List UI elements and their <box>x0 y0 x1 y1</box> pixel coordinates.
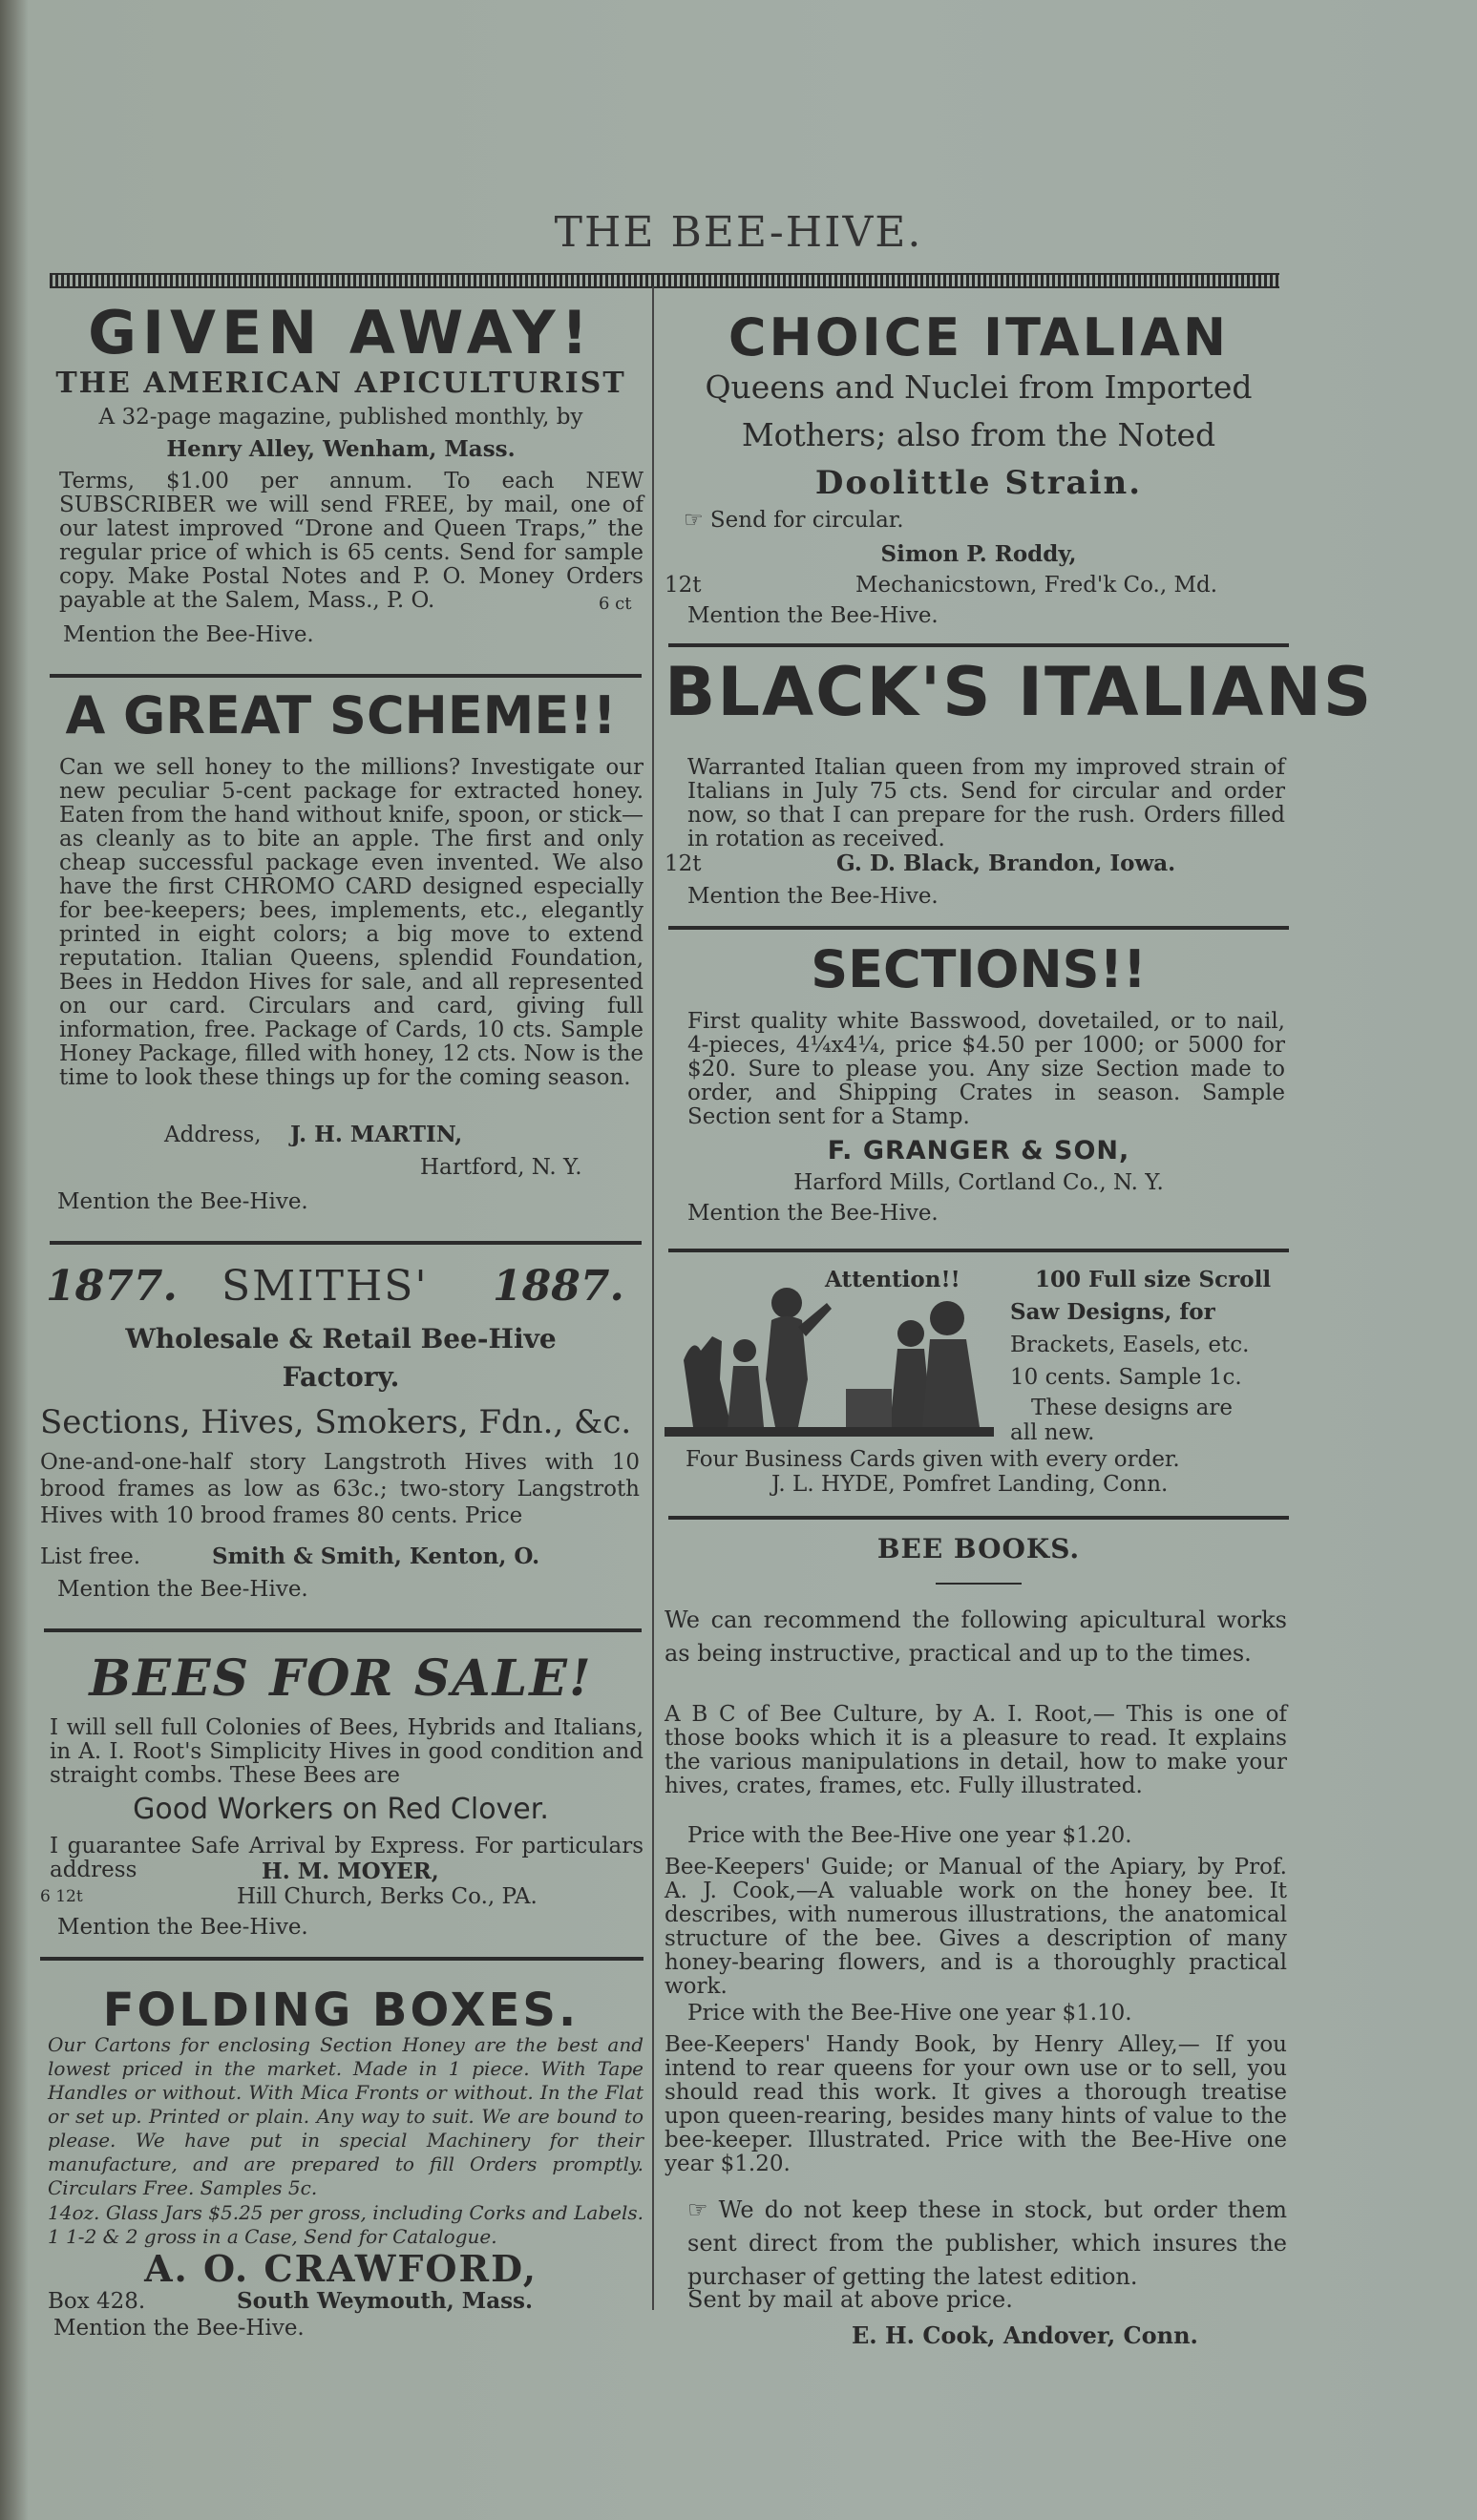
right-column <box>665 0 1374 2520</box>
book1-price: Price with the Bee-Hive one year $1.20. <box>687 1823 1132 1848</box>
separator <box>668 1249 1289 1252</box>
separator <box>50 674 642 678</box>
book1: A B C of Bee Culture, by A. I. Root,— This is one of those books which it is a pleasure to read. It explains the various manipulations in detail, how to make your hives, crates, frames, etc. Fully illustrated. <box>665 1702 1287 1798</box>
book2-price: Price with the Bee-Hive one year $1.10. <box>687 2001 1132 2026</box>
ad4-headline: BEES FOR SALE! <box>89 1649 593 1708</box>
ad6-headline: CHOICE ITALIAN <box>728 307 1230 368</box>
ad9-line2: Saw Designs, for <box>1010 1299 1215 1325</box>
ad1-headline: GIVEN AWAY! <box>88 298 594 368</box>
ad9-line3: Brackets, Easels, etc. <box>1010 1333 1250 1357</box>
ad5-box: Box 428. <box>48 2289 146 2314</box>
ad4-emph: Good Workers on Red Clover. <box>133 1793 549 1826</box>
ad7-code: 12t <box>665 851 702 876</box>
book2: Bee-Keepers' Guide; or Manual of the Apiary, by Prof. A. J. Cook,—A valuable work on the honey bee. It describes, with numerous illustrations, the anatomical structure of the bee. Gives a description of many honey-bearing flowers, and is a thoroughly practical work. <box>665 1855 1287 1999</box>
books-sent: Sent by mail at above price. <box>687 2286 1013 2313</box>
ad4-code: 6 12t <box>40 1887 83 1906</box>
ad1-magazine: THE AMERICAN APICULTURIST <box>55 367 626 400</box>
ad3-sub1: Wholesale & Retail Bee-Hive <box>125 1323 557 1354</box>
ad2-body: Can we sell honey to the millions? Investigate our new peculiar 5-cent package for extracted honey. Eaten from the hand without knife, spoon, or stick—as cleanly as to bite an apple. The first and only cheap successful package even invented. We also have the first CHROMO CARD designed especially for bee-keepers; bees, implements, etc., elegantly printed in eight colors; a big move to extend reputation. Italian Queens, splendid Foundation, Bees in Heddon Hives for sale, and all represented on our card. Circulars and card, giving full information, free. Package of Cards, 10 cts. Sample Honey Package, filled with honey, 12 cts. Now is the time to look these things up for the coming season. <box>59 755 644 1090</box>
separator <box>50 1241 642 1245</box>
ad9-line7: Four Business Cards given with every order. <box>686 1447 1180 1472</box>
ad2-address-place: Hartford, N. Y. <box>420 1155 582 1180</box>
ad7-body: Warranted Italian queen from my improved strain of Italians in July 75 cts. Send for circular and order now, so that I can prepare for the rush. Orders filled in rotation as received. <box>687 755 1285 851</box>
ad2-headline: A GREAT SCHEME!! <box>65 685 617 746</box>
ad5-headline: FOLDING BOXES. <box>102 1984 580 2037</box>
scroll-saw-illustration <box>665 1284 1008 1446</box>
book3: Bee-Keepers' Handy Book, by Henry Alley,— If you intend to rear queens for your own use or to sell, you should read this work. It gives a thorough treatise upon queen-rearing, besides many hints of value to the bee-keeper. Illustrated. Price with the Bee-Hive one year $1.20. <box>665 2032 1287 2176</box>
short-rule <box>936 1583 1022 1585</box>
ad7-headline: BLACK'S ITALIANS <box>665 653 1374 731</box>
ad4-body2: I guarantee Safe Arrival by Express. For particulars address <box>50 1834 644 1882</box>
ad3-name: SMITHS' <box>222 1262 429 1311</box>
separator <box>44 1628 642 1632</box>
ad4-name: H. M. MOYER, <box>262 1858 439 1884</box>
ad5-jars: 14oz. Glass Jars $5.25 per gross, including Corks and Labels. 1 1-2 & 2 gross in a Case, Send for Catalogue. <box>48 2201 644 2248</box>
ad1-mention: Mention the Bee-Hive. <box>63 622 314 647</box>
ad3-mention: Mention the Bee-Hive. <box>57 1577 308 1602</box>
ad8-place: Harford Mills, Cortland Co., N. Y. <box>793 1170 1164 1195</box>
ad9-attention: Attention!! <box>825 1267 960 1292</box>
separator <box>40 1957 644 1961</box>
ad6-line2: Mothers; also from the Noted <box>741 416 1216 453</box>
books-intro: We can recommend the following apicultural works as being instructive, practical and up to the times. <box>665 1606 1287 1667</box>
ad6-code: 12t <box>665 573 702 598</box>
ad4-mention: Mention the Bee-Hive. <box>57 1915 308 1940</box>
ad3-goods: Sections, Hives, Smokers, Fdn., &c. <box>40 1403 632 1441</box>
ad9-line4: 10 cents. Sample 1c. <box>1010 1365 1242 1390</box>
ad3-body: One-and-one-half story Langstroth Hives with 10 brood frames as low as 63c.; two-story Langstroth Hives with 10 brood frames 80 cents. Price <box>40 1450 640 1528</box>
ad8-mention: Mention the Bee-Hive. <box>687 1201 939 1226</box>
ad3-firm: Smith & Smith, Kenton, O. <box>212 1544 540 1569</box>
ad7-name: G. D. Black, Brandon, Iowa. <box>836 850 1176 876</box>
ad3-price-list: List free. <box>40 1544 141 1569</box>
books-sign: E. H. Cook, Andover, Conn. <box>852 2321 1198 2349</box>
ad2-mention: Mention the Bee-Hive. <box>57 1189 308 1214</box>
ad4-body: I will sell full Colonies of Bees, Hybrids and Italians, in A. I. Root's Simplicity Hives in good condition and straight combs. These Bees are <box>50 1715 644 1788</box>
ad6-line1: Queens and Nuclei from Imported <box>705 368 1253 406</box>
ad1-desc: A 32-page magazine, published monthly, by <box>98 405 583 430</box>
column-divider <box>652 286 654 2310</box>
separator <box>668 926 1289 930</box>
ad3-year1: 1877. <box>46 1262 178 1311</box>
ad6-circular: ☞ Send for circular. <box>684 508 904 533</box>
ad8-name: F. GRANGER & SON, <box>827 1136 1130 1166</box>
ad4-place: Hill Church, Berks Co., PA. <box>237 1884 538 1909</box>
ad5-place: South Weymouth, Mass. <box>237 2288 534 2314</box>
ad8-body: First quality white Basswood, dovetailed, or to nail, 4-pieces, 4¼x4¼, price $4.50 per 1000; or 5000 for $20. Sure to please you. Any size Section made to order, and Shipping Crates in season. Sample Section sent for a Stamp. <box>687 1009 1285 1129</box>
ad9-line6: all new. <box>1010 1420 1095 1445</box>
ad6-strain: Doolittle Strain. <box>814 464 1143 502</box>
ad9-line5: These designs are <box>1031 1396 1233 1420</box>
ad6-place: Mechanicstown, Fred'k Co., Md. <box>855 573 1218 598</box>
separator <box>668 1516 1289 1520</box>
page-title: THE BEE-HIVE. <box>554 208 923 257</box>
left-column <box>40 0 642 2520</box>
ad1-publisher: Henry Alley, Wenham, Mass. <box>166 436 516 462</box>
ad5-body: Our Cartons for enclosing Section Honey are the best and lowest priced in the market. Made in 1 piece. With Tape Handles or without. With Mica Fronts or without. In the Flat or set up. Printed or plain. Any way to suit. We are bound to please. We have put in special Machinery for their manufacture, and are prepared to fill Orders promptly. Circulars Free. Samples 5c. <box>48 2033 644 2199</box>
ad7-mention: Mention the Bee-Hive. <box>687 884 939 909</box>
separator <box>668 643 1289 647</box>
ad9-line8: J. L. HYDE, Pomfret Landing, Conn. <box>771 1472 1169 1497</box>
ad3-year2: 1887. <box>493 1262 624 1311</box>
books-note: ☞ We do not keep these in stock, but order them sent direct from the publisher, which insures the purchaser of getting the latest edition. <box>687 2196 1287 2290</box>
ad1-body: Terms, $1.00 per annum. To each NEW SUBSCRIBER we will send FREE, by mail, one of our latest improved “Drone and Queen Traps,” the regular price of which is 65 cents. Send for sample copy. Make Postal Notes and P. O. Money Orders payable at the Salem, Mass., P. O. <box>59 469 644 613</box>
ad6-name: Simon P. Roddy, <box>880 541 1077 567</box>
ad5-mention: Mention the Bee-Hive. <box>53 2316 305 2341</box>
ad5-name: A. O. CRAWFORD, <box>144 2247 538 2290</box>
ad8-headline: SECTIONS!! <box>811 939 1147 999</box>
ad2-address-name: J. H. MARTIN, <box>290 1122 463 1147</box>
ad1-code: 6 ct <box>599 594 632 614</box>
ad3-sub2: Factory. <box>282 1361 400 1393</box>
ad9-line1: 100 Full size Scroll <box>1035 1267 1272 1292</box>
ad2-address-label: Address, <box>164 1123 262 1147</box>
ad6-mention: Mention the Bee-Hive. <box>687 603 939 628</box>
books-heading: BEE BOOKS. <box>876 1533 1081 1564</box>
